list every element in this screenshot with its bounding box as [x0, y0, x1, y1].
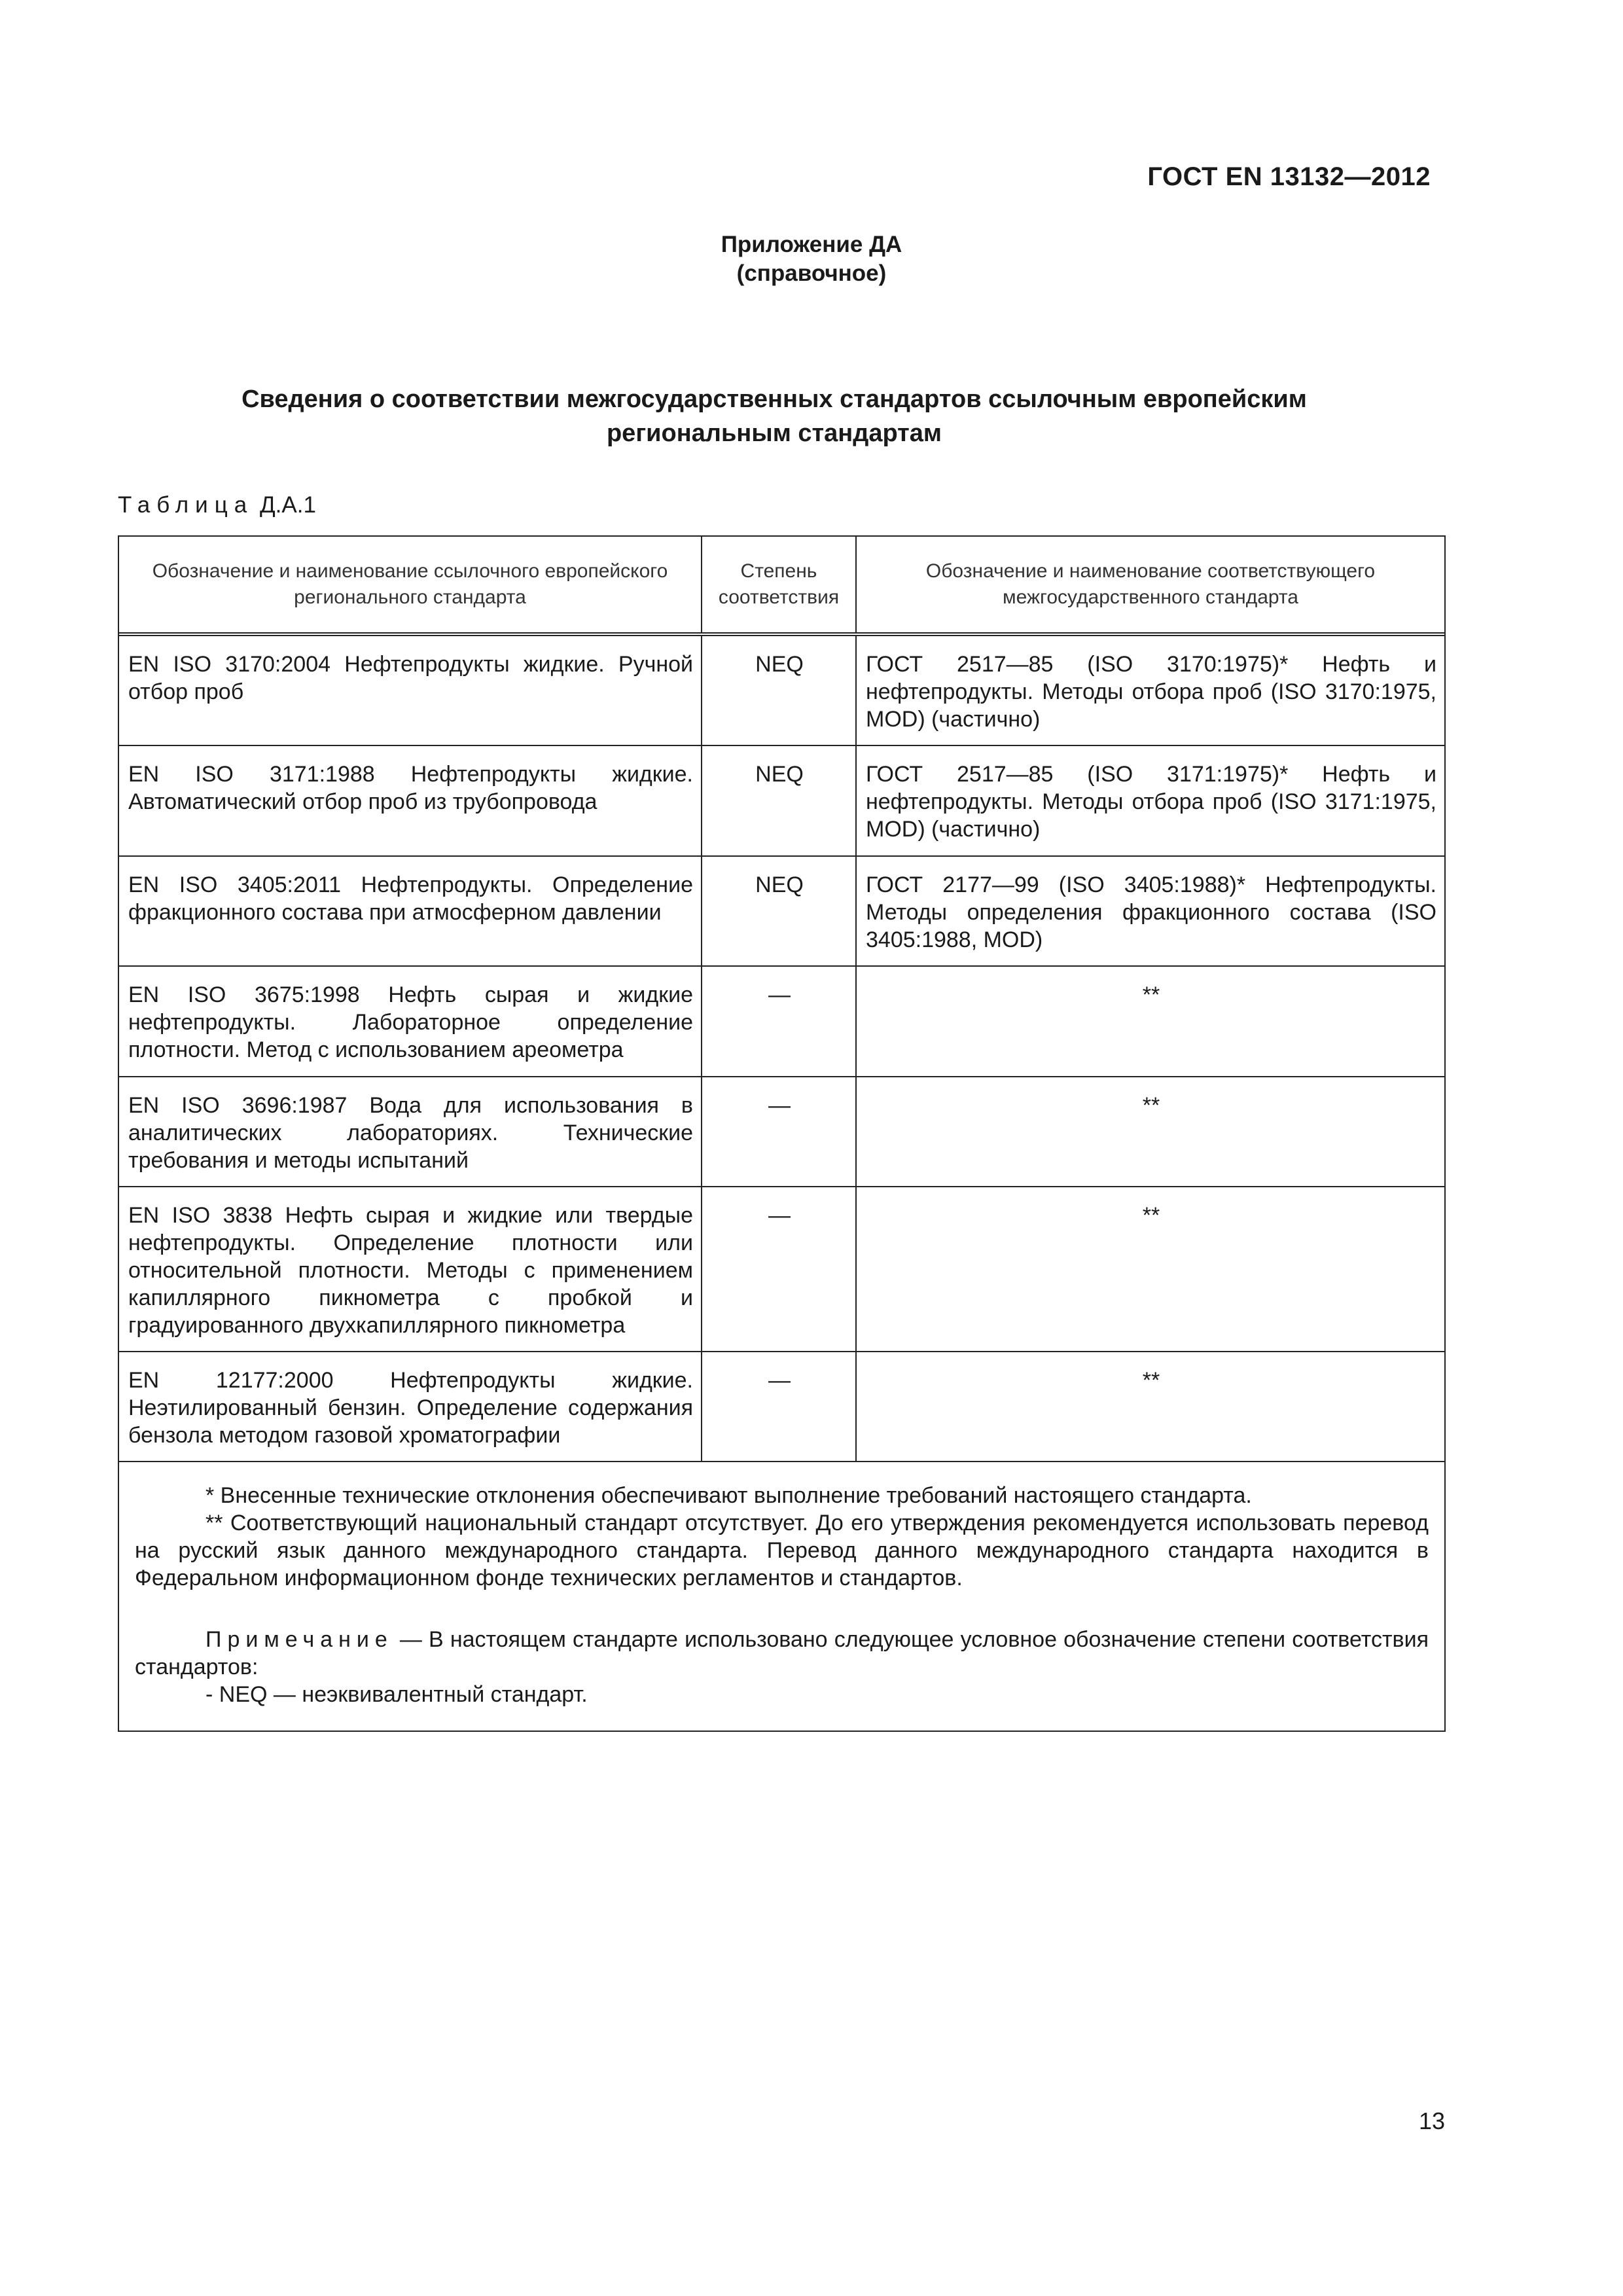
annex-heading — [0, 230, 1623, 288]
european-standard-cell: EN ISO 3675:1998 Нефть сырая и жидкие нефтепродукты. Лабораторное определение плотности. Метод с использованием ареометра — [119, 967, 702, 1076]
european-standard-cell: EN 12177:2000 Нефтепродукты жидкие. Неэтилированный бензин. Определение содержания бензола методом газовой хроматографии — [119, 1352, 702, 1461]
document-code: ГОСТ EN 13132—2012 — [1147, 162, 1431, 191]
interstate-standard-cell: ** — [1142, 1203, 1160, 1228]
table-header — [119, 537, 1444, 636]
table-label — [118, 492, 316, 518]
table-label-number: Д.А.1 — [259, 492, 316, 518]
interstate-standard-cell: ** — [1142, 1368, 1160, 1393]
table-row — [119, 746, 1444, 857]
degree-cell: — — [702, 1077, 857, 1186]
annex-title: Приложение ДА — [721, 232, 902, 257]
degree-cell: — — [702, 1187, 857, 1351]
correspondence-table — [118, 535, 1446, 1732]
header-degree: Степень соответствия — [702, 537, 857, 632]
european-standard-cell: EN ISO 3170:2004 Нефтепродукты жидкие. Ручной отбор проб — [119, 636, 702, 745]
remark-text: — В настоящем стандарте использовано следующее условное обозначение степени соответствия стандартов: — [135, 1627, 1429, 1679]
section-title-line-2: региональным стандартам — [606, 420, 942, 447]
interstate-standard-cell: ГОСТ 2177—99 (ISO 3405:1988)* Нефтепродукты. Методы определения фракционного состава (ISO 3405:1988, MOD) — [866, 872, 1436, 952]
footnote-single-asterisk: * Внесенные технические отклонения обеспечивают выполнение требований настоящего стандарта. — [205, 1483, 1252, 1508]
table-row — [119, 636, 1444, 746]
annex-subtitle: (справочное) — [736, 260, 887, 286]
table-row — [119, 1187, 1444, 1352]
table-row — [119, 1352, 1444, 1462]
european-standard-cell: EN ISO 3838 Нефть сырая и жидкие или твердые нефтепродукты. Определение плотности или относительной плотности. Методы с применением капиллярного пикнометра с пробкой и градуированного двухкапиллярного пикнометра — [119, 1187, 702, 1351]
footnote-double-asterisk: ** Соответствующий национальный стандарт отсутствует. До его утверждения рекомендуется использовать перевод на русский язык данного международного стандарта. Перевод данного международного стандарта находится в Федеральном информационном фонде технических регламентов и стандартов. — [135, 1511, 1429, 1590]
table-footnotes — [119, 1462, 1444, 1731]
degree-cell: NEQ — [702, 746, 857, 855]
european-standard-cell: EN ISO 3171:1988 Нефтепродукты жидкие. Автоматический отбор проб из трубопровода — [119, 746, 702, 855]
degree-cell: — — [702, 1352, 857, 1461]
table-row — [119, 857, 1444, 967]
interstate-standard-cell: ** — [1142, 1093, 1160, 1118]
remark-label: Примечание — [205, 1627, 393, 1652]
degree-cell: — — [702, 967, 857, 1076]
page-number: 13 — [1418, 2108, 1445, 2134]
european-standard-cell: EN ISO 3696:1987 Вода для использования в аналитических лабораториях. Технические требования и методы испытаний — [119, 1077, 702, 1186]
degree-cell: NEQ — [702, 636, 857, 745]
interstate-standard-cell: ** — [1142, 982, 1160, 1007]
table-row — [119, 1077, 1444, 1187]
section-title-line-1: Сведения о соответствии межгосударственных стандартов ссылочным европейским — [241, 386, 1307, 413]
degree-cell: NEQ — [702, 857, 857, 965]
interstate-standard-cell: ГОСТ 2517—85 (ISO 3171:1975)* Нефть и нефтепродукты. Методы отбора проб (ISO 3171:1975, MOD) (частично) — [866, 762, 1436, 842]
interstate-standard-cell: ГОСТ 2517—85 (ISO 3170:1975)* Нефть и нефтепродукты. Методы отбора проб (ISO 3170:1975, MOD) (частично) — [866, 652, 1436, 732]
header-interstate-standard: Обозначение и наименование соответствующего межгосударственного стандарта — [925, 560, 1376, 608]
remark — [135, 1626, 1429, 1681]
table-row — [119, 967, 1444, 1077]
remark-item: - NEQ — неэквивалентный стандарт. — [205, 1682, 588, 1707]
european-standard-cell: EN ISO 3405:2011 Нефтепродукты. Определение фракционного состава при атмосферном давлении — [119, 857, 702, 965]
section-title — [118, 382, 1431, 450]
header-european-standard: Обозначение и наименование ссылочного европейского регионального стандарта — [119, 537, 702, 632]
table-label-word: Таблица — [118, 492, 254, 518]
